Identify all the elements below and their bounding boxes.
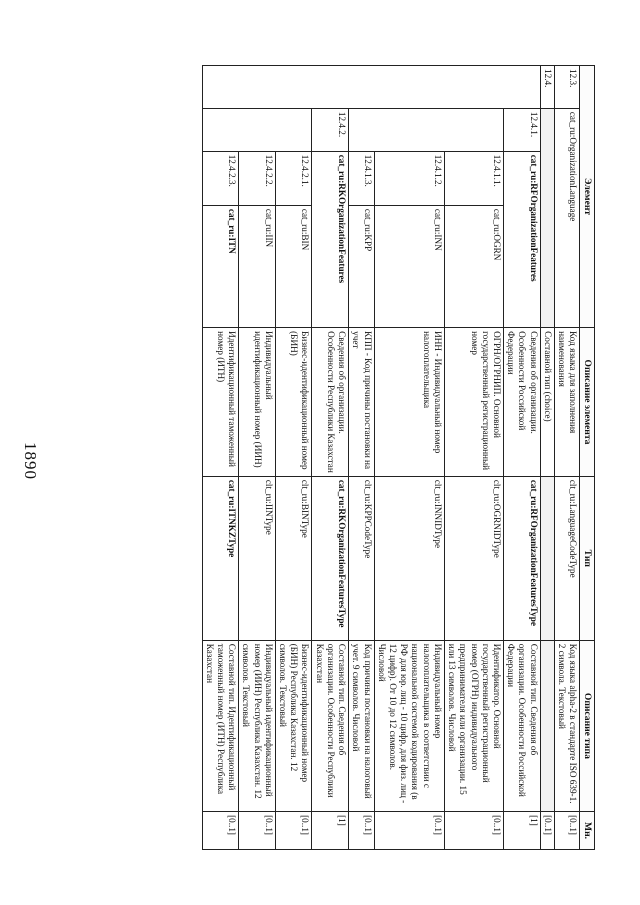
element-name [540, 108, 554, 327]
page-number: 1890 [21, 442, 40, 480]
indent-cell [202, 66, 540, 109]
multiplicity: [0..1] [374, 812, 444, 850]
element-name: cat_ru:BIN [275, 205, 312, 327]
header-type-description: Описание типа [580, 640, 595, 811]
element-type [540, 476, 554, 640]
element-description: Код языка для заполнения наименования [554, 328, 579, 477]
header-description: Описание элемента [580, 328, 595, 477]
multiplicity: [0..1] [554, 812, 579, 850]
table-row [202, 66, 239, 850]
header-multiplicity: Мн. [580, 812, 595, 850]
row-number: 12.4.2.3. [202, 151, 239, 205]
header-type: Тип [580, 476, 595, 640]
table-row [503, 66, 540, 850]
element-description: Сведения об организации. Особенности Республики Казахстан [312, 328, 349, 477]
header-row [580, 66, 595, 850]
element-type: clt_ru:KPPCodeType [349, 476, 374, 640]
element-name: cat_ru:RKOrganizationFeatures [312, 151, 349, 327]
table-row [554, 66, 579, 850]
multiplicity: [0..1] [349, 812, 374, 850]
table-row [444, 66, 503, 850]
row-number: 12.3. [554, 66, 579, 109]
type-description: Бизнес-идентификационный номер (БИН) Республика Казахстан. 12 символов. Текстовый [275, 640, 312, 811]
element-type: cat_ru:ITNKZType [202, 476, 239, 640]
element-type: clt_ru:OGRNIDType [444, 476, 503, 640]
multiplicity: [1] [503, 812, 540, 850]
element-type: clt_ru:BINType [275, 476, 312, 640]
element-description: Идентификационный таможенный номер (ИТН) [202, 328, 239, 477]
rotated-table-wrapper [115, 65, 595, 850]
element-type: clt_ru:IINType [239, 476, 276, 640]
multiplicity: [0..1] [275, 812, 312, 850]
table-row [374, 66, 444, 850]
element-description: Сведения об организации. Особенности Российской Федерации [503, 328, 540, 477]
element-name: cat_ru:IIN [239, 205, 276, 327]
element-description: Бизнес-идентификационный номер (БИН) [275, 328, 312, 477]
element-name: cat_ru:KPP [349, 205, 374, 327]
type-description [540, 640, 554, 811]
multiplicity: [0..1] [239, 812, 276, 850]
table-row [239, 66, 276, 850]
element-type: cat_ru:RFOrganizationFeaturesType [503, 476, 540, 640]
type-description: Код причины постановки на налоговый учет. 9 символов. Числовой [349, 640, 374, 811]
row-number: 12.4.2. [312, 108, 349, 151]
type-description: Индивидуальный идентификационный номер (ИИН) Республика Казахстан. 12 символов. Текстовый [239, 640, 276, 811]
row-number: 12.4.1. [503, 108, 540, 151]
type-description: Составной тип. Сведения об организации. Особенности Российской Федерации [503, 640, 540, 811]
row-number: 12.4.2.2. [239, 151, 276, 205]
type-description: Составной тип. Сведения об организации. Особенности Республики Казахстан [312, 640, 349, 811]
row-number: 12.4.1.2. [374, 151, 444, 205]
row-number: 12.4.1.1. [444, 151, 503, 205]
multiplicity: [0..1] [202, 812, 239, 850]
element-description: Индивидуальный идентификационный номер (ИИН) [239, 328, 276, 477]
type-description: Идентификатор. Основной государственный регистрационный номер (ОГРН) индивидуального предпринимателя или организации. 15 или 13 символов. Числовой [444, 640, 503, 811]
element-name: cat_ru:INN [374, 205, 444, 327]
element-type: clt_ru:INNIDType [374, 476, 444, 640]
element-description: ИНН - Индивидуальный номер налогоплательщика [374, 328, 444, 477]
header-element: Элемент [580, 66, 595, 328]
multiplicity: [0..1] [444, 812, 503, 850]
table-row [312, 66, 349, 850]
element-type: clt_ru:LanguageCodeType [554, 476, 579, 640]
spec-table [202, 65, 595, 850]
element-name: cat_ru:OrganizationLanguage [554, 108, 579, 327]
element-name: cat_ru:RFOrganizationFeatures [503, 151, 540, 327]
element-description: КПП - Код причины постановки на учет [349, 328, 374, 477]
multiplicity: [1] [312, 812, 349, 850]
table-row [540, 66, 554, 850]
row-number: 12.4.2.1. [275, 151, 312, 205]
table-row [275, 66, 312, 850]
row-number: 12.4. [540, 66, 554, 109]
element-description: Составной тип (choice) [540, 328, 554, 477]
table-row [349, 66, 374, 850]
indent-cell [349, 108, 504, 151]
row-number: 12.4.1.3. [349, 151, 374, 205]
element-description: ОГРН/ОГРНИП. Основной государственный регистрационный номер [444, 328, 503, 477]
type-description: Индивидуальный номер налогоплательщика в соответствии с национальной системой кодирования (в РФ для юр. лиц - 10 цифр, для физ. лиц - 12 цифр). От 10 до 12 символов. Числовой [374, 640, 444, 811]
element-name: cat_ru:ITN [202, 205, 239, 327]
type-description: Код языка alpha-2 в стандарте ISO 639-1. 2 символа. Текстовый [554, 640, 579, 811]
indent-cell [202, 108, 312, 151]
element-type: cat_ru:RKOrganizationFeaturesType [312, 476, 349, 640]
multiplicity: [0..1] [540, 812, 554, 850]
type-description: Составной тип. Идентификационный таможенный номер (ИТН) Республика Казахстан [202, 640, 239, 811]
element-name: cat_ru:OGRN [444, 205, 503, 327]
